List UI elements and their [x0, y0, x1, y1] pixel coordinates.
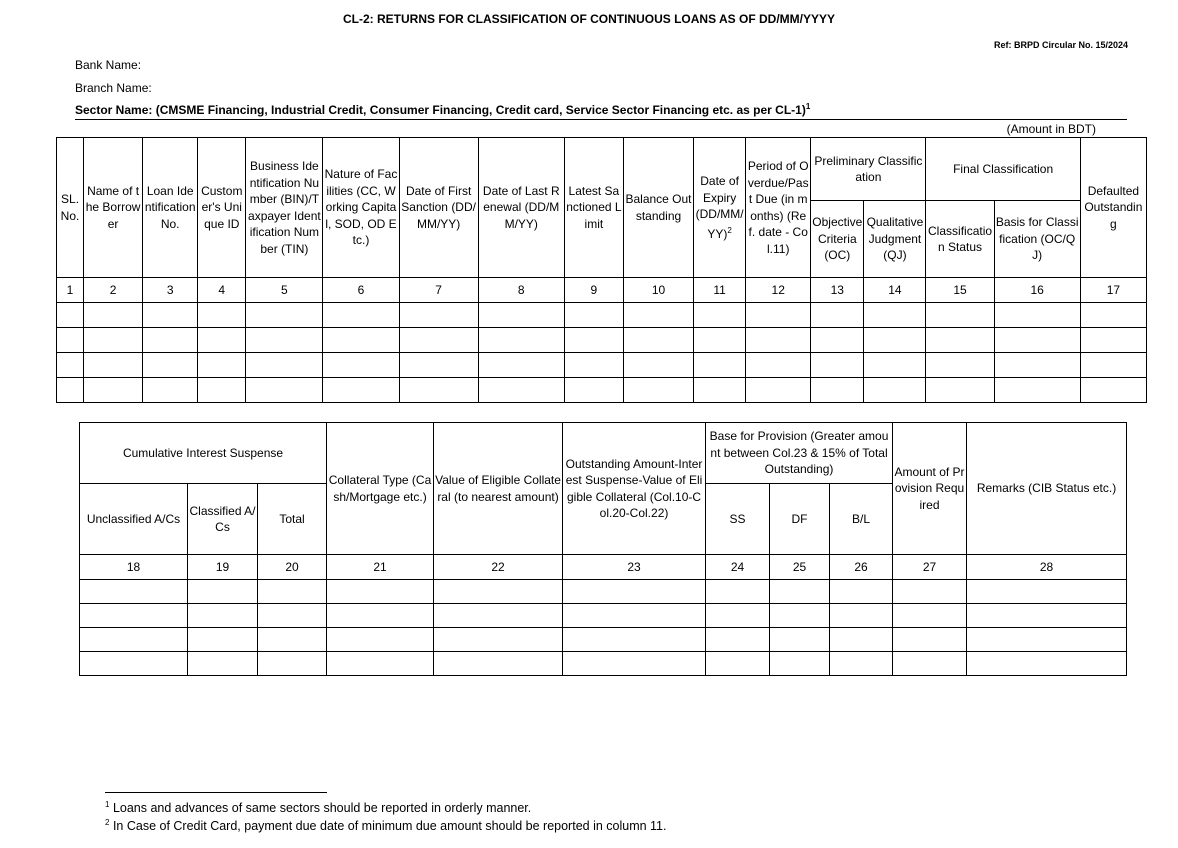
footnote-2-text: In Case of Credit Card, payment due date of minimum due amount should be reported in column 11. [112, 819, 667, 834]
footnote-1-text: Loans and advances of same sectors should be reported in orderly manner. [112, 801, 532, 816]
header-final-classification: Final Classification [926, 138, 1080, 201]
sector-name-label [75, 102, 1127, 120]
column-number: 23 [563, 555, 706, 580]
column-number: 20 [258, 555, 327, 580]
sector-name-text: Sector Name: (CMSME Financing, Industrial Credit, Consumer Financing, Credit card, Service Sector Financing etc. as per CL-1) [75, 103, 806, 117]
column-number: 14 [864, 278, 926, 303]
column-number: 15 [926, 278, 994, 303]
header-basis-for-classification: Basis for Classification (OC/QJ) [994, 201, 1080, 278]
footnote-1-marker: 1 [105, 800, 110, 809]
header-bin-tin: Business Identification Number (BIN)/Taxpayer Identification Number (TIN) [246, 138, 323, 278]
footnote-1 [105, 800, 531, 815]
header-value-of-eligible-collateral: Value of Eligible Collateral (to nearest amount) [434, 423, 563, 555]
header-total: Total [258, 484, 327, 555]
column-number: 21 [327, 555, 434, 580]
column-number: 7 [399, 278, 478, 303]
footnote-2 [105, 818, 666, 833]
column-number: 12 [746, 278, 811, 303]
header-classification-status: Classification Status [926, 201, 994, 278]
column-number: 28 [967, 555, 1127, 580]
header-unclassified-acs: Unclassified A/Cs [80, 484, 188, 555]
column-number: 26 [830, 555, 893, 580]
footnote-2-marker: 2 [105, 818, 110, 827]
column-number: 13 [811, 278, 864, 303]
column-number: 24 [706, 555, 770, 580]
header-balance-outstanding: Balance Outstanding [623, 138, 693, 278]
table-row [57, 378, 1147, 403]
column-number: 11 [694, 278, 746, 303]
header-date-of-expiry [694, 138, 746, 278]
header-loan-identification-no: Loan Identification No. [143, 138, 198, 278]
table-row [57, 328, 1147, 353]
header-cumulative-interest-suspense: Cumulative Interest Suspense [80, 423, 327, 484]
column-number: 3 [143, 278, 198, 303]
header-bl: B/L [830, 484, 893, 555]
column-number: 6 [323, 278, 399, 303]
header-df: DF [770, 484, 830, 555]
table-row [80, 628, 1127, 652]
header-date-of-expiry-text: Date of Expiry (DD/MM/YY) [695, 174, 744, 241]
header-qualitative-judgment: Qualitative Judgment(QJ) [864, 201, 926, 278]
header-outstanding-amount: Outstanding Amount-Interest Suspense-Value of Eligible Collateral (Col.10-Col.20-Col.22) [563, 423, 706, 555]
header-sl-no: SL. No. [57, 138, 84, 278]
column-number: 27 [893, 555, 967, 580]
header-nature-of-facilities: Nature of Facilities (CC, Working Capital, SOD, OD Etc.) [323, 138, 399, 278]
table-row [57, 353, 1147, 378]
footnote-divider [105, 792, 327, 793]
column-number: 2 [84, 278, 143, 303]
column-number: 10 [623, 278, 693, 303]
header-remarks: Remarks (CIB Status etc.) [967, 423, 1127, 555]
table-row [80, 604, 1127, 628]
column-number: 22 [434, 555, 563, 580]
header-preliminary-classification: Preliminary Classification [811, 138, 926, 201]
footnote-ref-1: 1 [805, 102, 811, 111]
amount-unit-note: (Amount in BDT) [1006, 122, 1096, 136]
header-classified-acs: Classified A/Cs [188, 484, 258, 555]
header-period-of-overdue: Period of Overdue/Past Due (in months) (Ref. date - Col.11) [746, 138, 811, 278]
header-amount-of-provision-required: Amount of Provision Required [893, 423, 967, 555]
header-base-for-provision: Base for Provision (Greater amount between Col.23 & 15% of Total Outstanding) [706, 423, 893, 484]
classification-table-part2 [79, 422, 1127, 676]
table-row [80, 580, 1127, 604]
column-number-row [80, 555, 1127, 580]
column-number: 4 [198, 278, 246, 303]
header-customer-unique-id: Customer's Unique ID [198, 138, 246, 278]
column-number-row [57, 278, 1147, 303]
footnote-ref-2: 2 [727, 225, 732, 235]
header-date-of-last-renewal: Date of Last Renewal (DD/MM/YY) [478, 138, 564, 278]
column-number: 9 [564, 278, 623, 303]
header-ss: SS [706, 484, 770, 555]
header-objective-criteria: Objective Criteria (OC) [811, 201, 864, 278]
header-latest-sanctioned-limit: Latest Sanctioned Limit [564, 138, 623, 278]
header-collateral-type: Collateral Type (Cash/Mortgage etc.) [327, 423, 434, 555]
header-date-of-first-sanction: Date of First Sanction (DD/MM/YY) [399, 138, 478, 278]
circular-reference: Ref: BRPD Circular No. 15/2024 [993, 40, 1128, 50]
column-number: 17 [1080, 278, 1146, 303]
header-defaulted-outstanding: Defaulted Outstanding [1080, 138, 1146, 278]
column-number: 8 [478, 278, 564, 303]
header-name-of-borrower: Name of the Borrower [84, 138, 143, 278]
column-number: 1 [57, 278, 84, 303]
column-number: 25 [770, 555, 830, 580]
branch-name-label: Branch Name: [75, 81, 152, 95]
table-row [80, 652, 1127, 676]
bank-name-label: Bank Name: [75, 58, 142, 72]
table-row [57, 303, 1147, 328]
column-number: 19 [188, 555, 258, 580]
column-number: 18 [80, 555, 188, 580]
column-number: 5 [246, 278, 323, 303]
page-title: CL-2: RETURNS FOR CLASSIFICATION OF CONTINUOUS LOANS AS OF DD/MM/YYYY [343, 12, 835, 26]
classification-table-part1 [56, 137, 1147, 403]
column-number: 16 [994, 278, 1080, 303]
